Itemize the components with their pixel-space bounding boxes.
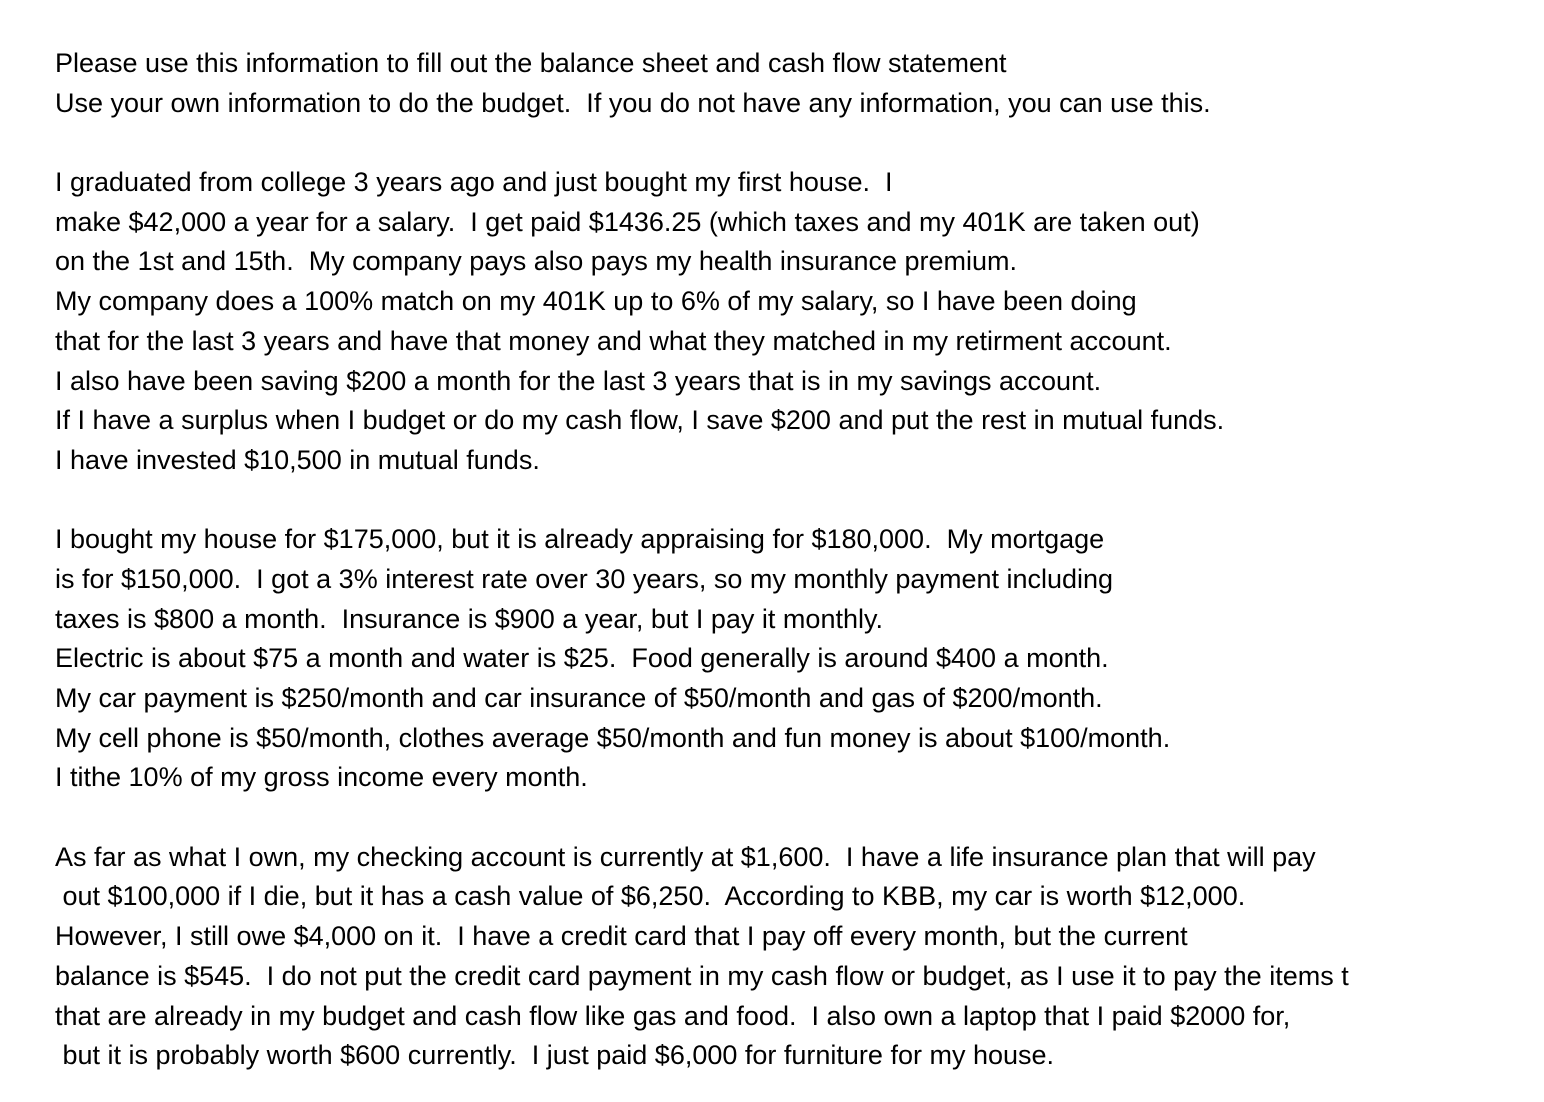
text-line: I tithe 10% of my gross income every month. (55, 762, 588, 793)
blank-line (55, 481, 1535, 521)
text-line: I also have been saving $200 a month for the last 3 years that is in my savings account. (55, 365, 1102, 396)
text-line: that for the last 3 years and have that money and what they matched in my retirment account. (55, 325, 1172, 356)
blank-line (55, 123, 1535, 163)
text-line: My car payment is $250/month and car insurance of $50/month and gas of $200/month. (55, 683, 1103, 713)
text-line: I have invested $10,500 in mutual funds. (55, 444, 540, 475)
text-line: balance is $545. I do not put the credit card payment in my cash flow or budget, as I use it to pay the items t (55, 960, 1349, 991)
text-line: is for $150,000. I got a 3% interest rate over 30 years, so my monthly payment including (55, 563, 1114, 594)
blank-line (55, 798, 1535, 838)
text-line: make $42,000 a year for a salary. I get paid $1436.25 (which taxes and my 401K are taken out) (55, 206, 1200, 237)
text-line: Please use this information to fill out the balance sheet and cash flow statement (55, 48, 1007, 78)
text-line: on the 1st and 15th. My company pays also pays my health insurance premium. (55, 246, 1017, 277)
text-line: As far as what I own, my checking account is currently at $1,600. I have a life insurance plan that will pay (55, 841, 1316, 872)
text-line: However, I still owe $4,000 on it. I have a credit card that I pay off every month, but the current (55, 921, 1188, 952)
text-line: taxes is $800 a month. Insurance is $900 a year, but I pay it monthly. (55, 603, 883, 634)
text-line: If I have a surplus when I budget or do my cash flow, I save $200 and put the rest in mutual funds. (55, 405, 1225, 436)
document-body (55, 44, 1535, 1076)
text-line: Electric is about $75 a month and water is $25. Food generally is around $400 a month. (55, 643, 1109, 674)
text-line: My company does a 100% match on my 401K up to 6% of my salary, so I have been doing (55, 286, 1137, 317)
text-line: My cell phone is $50/month, clothes average $50/month and fun money is about $100/month. (55, 722, 1171, 753)
text-line: but it is probably worth $600 currently. I just paid $6,000 for furniture for my house. (55, 1040, 1055, 1071)
text-line: that are already in my budget and cash flow like gas and food. I also own a laptop that I paid $2000 for, (55, 1000, 1291, 1031)
text-line: I bought my house for $175,000, but it is already appraising for $180,000. My mortgage (55, 524, 1105, 555)
text-line: out $100,000 if I die, but it has a cash value of $6,250. According to KBB, my car is worth $12,000. (55, 881, 1246, 912)
text-line: I graduated from college 3 years ago and just bought my first house. I (55, 167, 893, 198)
text-line: Use your own information to do the budget. If you do not have any information, you can use this. (55, 87, 1211, 118)
